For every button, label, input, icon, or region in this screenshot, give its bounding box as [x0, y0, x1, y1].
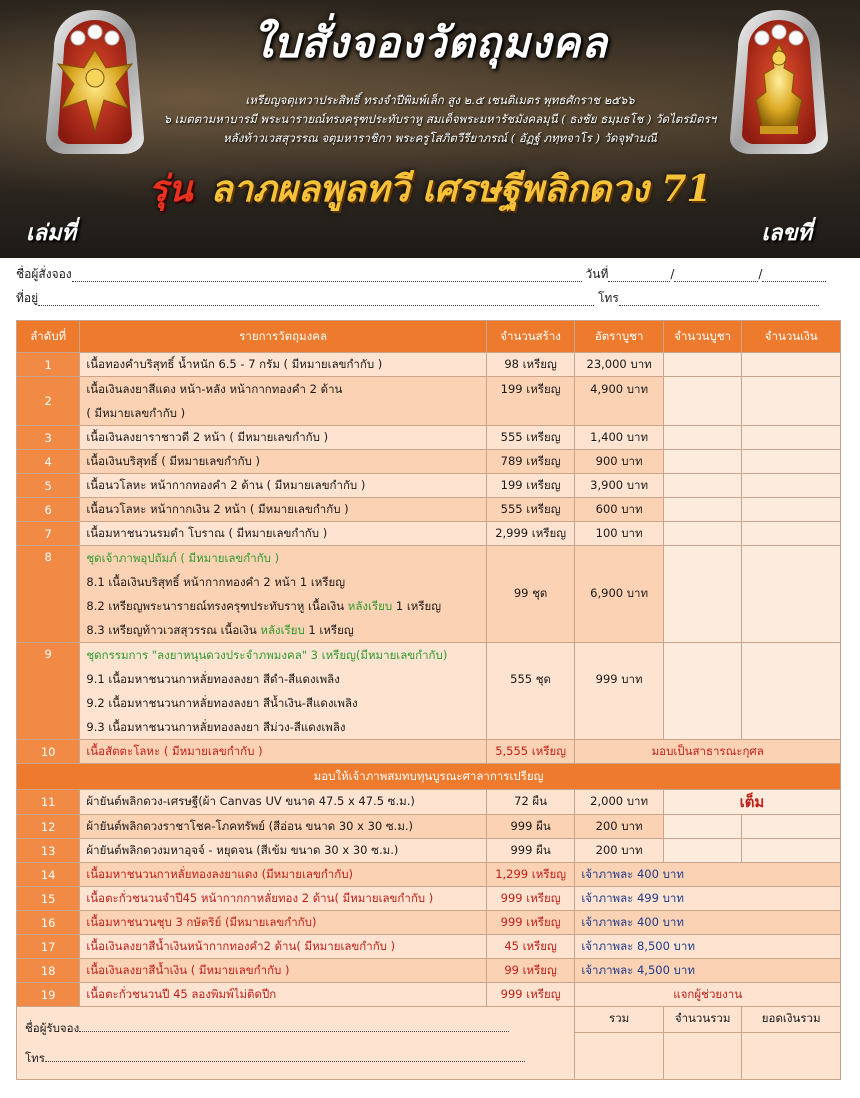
row-price: 4,900 บาท [575, 377, 664, 426]
date-label: วันที่ [585, 267, 609, 281]
address-field[interactable] [38, 292, 594, 306]
row-amount-input[interactable] [742, 643, 841, 740]
row-item: เนื้อเงินลงยาราชาวดี 2 หน้า ( มีหมายเลขกำกับ ) [80, 426, 486, 450]
row-price: 600 บาท [575, 498, 664, 522]
table-row [17, 887, 841, 911]
set-title: ชุดกรรมการ "ลงยาหนุนดวงประจำภพมงคล" 3 เหรียญ(มีหมายเลขกำกับ) [86, 648, 448, 662]
row-qty: 45 เหรียญ [486, 935, 575, 959]
row-price: 100 บาท [575, 522, 664, 546]
row-qty: 789 เหรียญ [486, 450, 575, 474]
section-title: มอบให้เจ้าภาพสมทบทุนบูรณะศาลาการเปรียญ [17, 764, 841, 790]
series-name: ลาภผลพูลทวี เศรษฐีพลิกดวง 71 [210, 168, 712, 210]
row-price: 1,400 บาท [575, 426, 664, 450]
row-qty: 555 เหรียญ [486, 426, 575, 450]
orderer-label: ชื่อผู้สั่งจอง [16, 267, 72, 281]
date-separator-2: / [758, 267, 763, 281]
row-item: เนื้อทองคำบริสุทธิ์ น้ำหนัก 6.5 - 7 กรัม ( มีหมายเลขกำกับ ) [80, 353, 486, 377]
set-line-2-text-a: 8.2 เหรียญพระนารายณ์ทรงครุฑประทับราหู เนื้อเงิน [86, 599, 348, 613]
row-item: เนื้อเงินลงยาสีน้ำเงิน ( มีหมายเลขกำกับ ) [80, 959, 486, 983]
row-no: 4 [17, 450, 80, 474]
row-qty: 999 เหรียญ [486, 911, 575, 935]
row-book-qty-input[interactable] [663, 498, 741, 522]
form-number-label: เลขที่ [761, 220, 812, 246]
row-no: 16 [17, 911, 80, 935]
phone-field[interactable] [619, 292, 819, 306]
header-price: อัตราบูชา [575, 321, 664, 353]
date-year-field[interactable] [762, 268, 826, 282]
row-book-qty-input[interactable] [663, 353, 741, 377]
table-row [17, 522, 841, 546]
row-qty: 99 ชุด [486, 546, 575, 643]
row-no: 5 [17, 474, 80, 498]
row-amount-input[interactable] [742, 839, 841, 863]
row-amount-input[interactable] [742, 426, 841, 450]
table-row [17, 450, 841, 474]
row-price: 3,900 บาท [575, 474, 664, 498]
row-item: เนื้อสัตตะโลหะ ( มีหมายเลขกำกับ ) [80, 740, 486, 764]
row-qty: 999 ผืน [486, 839, 575, 863]
set-line-1: 8.1 เนื้อเงินบริสุทธิ์ หน้ากากทองคำ 2 หน้า 1 เหรียญ [86, 575, 346, 589]
order-form-title: ใบสั่งจองวัตถุมงคล [252, 18, 608, 67]
row-qty: 5,555 เหรียญ [486, 740, 575, 764]
table-row [17, 474, 841, 498]
row-no: 15 [17, 887, 80, 911]
row-book-qty-input[interactable] [663, 426, 741, 450]
table-row [17, 983, 841, 1007]
row-price: 6,900 บาท [575, 546, 664, 643]
row-qty: 98 เหรียญ [486, 353, 575, 377]
row-note: เจ้าภาพละ 400 บาท [575, 863, 841, 887]
row-book-qty-input[interactable] [663, 474, 741, 498]
order-table [16, 320, 841, 1080]
address-row [16, 286, 846, 310]
total-qty-input[interactable] [663, 1032, 741, 1079]
header-banner [0, 0, 860, 258]
row-no: 1 [17, 353, 80, 377]
row-amount-input[interactable] [742, 815, 841, 839]
row-book-qty-input[interactable] [663, 522, 741, 546]
table-row [17, 911, 841, 935]
row-book-qty-input[interactable] [663, 839, 741, 863]
row-price: 999 บาท [575, 643, 664, 740]
row-amount-input[interactable] [742, 522, 841, 546]
total-amount-label: ยอดเงินรวม [742, 1007, 841, 1033]
sold-out-stamp: เต็ม [663, 790, 840, 815]
set-line-3-text-b: 1 เหรียญ [304, 623, 354, 637]
row-item: เนื้อนวโลหะ หน้ากากเงิน 2 หน้า ( มีหมายเลขกำกับ ) [80, 498, 486, 522]
row-no: 13 [17, 839, 80, 863]
row-item [80, 643, 486, 740]
row-book-qty-input[interactable] [663, 815, 741, 839]
row-item: เนื้อมหาชนวนชุบ 3 กษัตริย์ (มีหมายเลขกำกับ) [80, 911, 486, 935]
orderer-field[interactable] [72, 268, 582, 282]
set-line-2-green: หลังเรียบ [347, 599, 393, 613]
table-row [17, 863, 841, 887]
set-line-3 [86, 618, 479, 642]
header-book-qty: จำนวนบูชา [663, 321, 741, 353]
row-qty: 99 เหรียญ [486, 959, 575, 983]
row-no: 18 [17, 959, 80, 983]
set-line-3-green: หลังเรียบ [260, 623, 305, 637]
row-item-line-1: เนื้อเงินลงยาสีแดง หน้า-หลัง หน้ากากทองคำ 2 ด้าน [86, 382, 343, 396]
receiver-row [25, 1013, 566, 1043]
table-row [17, 935, 841, 959]
total-input[interactable] [575, 1032, 664, 1079]
row-note: มอบเป็นสาธารณะกุศล [575, 740, 841, 764]
row-note: เจ้าภาพละ 8,500 บาท [575, 935, 841, 959]
row-item [80, 377, 486, 426]
orderer-info [16, 262, 846, 310]
row-no: 10 [17, 740, 80, 764]
row-item: เนื้อนวโลหะ หน้ากากทองคำ 2 ด้าน ( มีหมายเลขกำกับ ) [80, 474, 486, 498]
row-book-qty-input[interactable] [663, 450, 741, 474]
set-line-3: 9.3 เนื้อมหาชนวนกาหลั่ยทองลงยา สีม่วง-สีแดงเพลิง [86, 720, 346, 734]
row-book-qty-input[interactable] [663, 377, 741, 426]
row-note: แจกผู้ช่วยงาน [575, 983, 841, 1007]
row-amount-input[interactable] [742, 546, 841, 643]
table-row [17, 959, 841, 983]
table-row [17, 790, 841, 815]
row-amount-input[interactable] [742, 377, 841, 426]
receiver-phone-field[interactable] [45, 1050, 525, 1062]
row-amount-input[interactable] [742, 450, 841, 474]
row-price: 900 บาท [575, 450, 664, 474]
row-note: เจ้าภาพละ 4,500 บาท [575, 959, 841, 983]
row-no: 3 [17, 426, 80, 450]
table-row [17, 740, 841, 764]
row-note: เจ้าภาพละ 400 บาท [575, 911, 841, 935]
row-amount-input[interactable] [742, 498, 841, 522]
row-qty: 555 ชุด [486, 643, 575, 740]
address-label: ที่อยู่ [16, 291, 39, 305]
row-price: 200 บาท [575, 815, 664, 839]
receiver-label: ชื่อผู้รับจอง [25, 1021, 80, 1035]
row-item: ผ้ายันต์พลิกดวงราชาโชค-โภคทรัพย์ (สีอ่อน ขนาด 30 x 30 ซ.ม.) [80, 815, 486, 839]
row-qty: 199 เหรียญ [486, 474, 575, 498]
table-row [17, 377, 841, 426]
row-qty: 555 เหรียญ [486, 498, 575, 522]
header-no: ลำดับที่ [17, 321, 80, 353]
total-qty-label: จำนวนรวม [663, 1007, 741, 1033]
receiver-phone-row [25, 1043, 566, 1073]
subtitle-line-3: หลังท้าวเวสสุวรรณ จตุมหาราชิกา พระครูโสภิตวีรียาภรณ์ ( อัฏฐ์ ภทฺทจาโร ) วัดจุฬามณี [223, 131, 657, 145]
row-no: 14 [17, 863, 80, 887]
table-row [17, 839, 841, 863]
row-no: 11 [17, 790, 80, 815]
row-amount-input[interactable] [742, 474, 841, 498]
total-amount-input[interactable] [742, 1032, 841, 1079]
receiver-area [17, 1007, 575, 1080]
set-line-1: 9.1 เนื้อมหาชนวนกาหลั่ยทองลงยา สีดำ-สีแดงเพลิง [86, 672, 340, 686]
row-qty: 2,999 เหรียญ [486, 522, 575, 546]
row-no: 6 [17, 498, 80, 522]
row-no: 2 [17, 377, 80, 426]
row-price: 2,000 บาท [575, 790, 664, 815]
date-day-field[interactable] [608, 268, 670, 282]
set-line-2-text-b: 1 เหรียญ [392, 599, 442, 613]
set-line-2: 9.2 เนื้อมหาชนวนกาหลั่ยทองลงยา สีน้ำเงิน-สีแดงเพลิง [86, 696, 358, 710]
subtitle-line-1: เหรียญจตุเทวาประสิทธิ์ ทรงจำปีพิมพ์เล็ก สูง ๒.๕ เซนติเมตร พุทธศักราช ๒๕๖๖ [245, 93, 635, 107]
table-row [17, 815, 841, 839]
row-no: 12 [17, 815, 80, 839]
row-item: เนื้อตะกั่วชนวนจำปี45 หน้ากากกาหลั่ยทอง 2 ด้าน( มีหมายเลขกำกับ ) [80, 887, 486, 911]
row-amount-input[interactable] [742, 353, 841, 377]
book-number-label: เล่มที่ [26, 220, 77, 246]
orderer-row [16, 262, 846, 286]
series-prefix: รุ่น [148, 168, 193, 210]
row-qty: 72 ผืน [486, 790, 575, 815]
row-no: 19 [17, 983, 80, 1007]
row-note: เจ้าภาพละ 499 บาท [575, 887, 841, 911]
row-item: เนื้อเงินลงยาสีน้ำเงินหน้ากากทองคำ2 ด้าน( มีหมายเลขกำกับ ) [80, 935, 486, 959]
row-no: 9 [17, 643, 80, 740]
footer-header-row [17, 1007, 841, 1033]
row-no: 17 [17, 935, 80, 959]
phone-label: โทร [597, 291, 619, 305]
deity-amulet-image [720, 8, 838, 156]
set-line-3-text-a: 8.3 เหรียญท้าวเวสสุวรรณ เนื้อเงิน [86, 623, 261, 637]
total-label: รวม [575, 1007, 664, 1033]
header-qty: จำนวนสร้าง [486, 321, 575, 353]
table-header-row [17, 321, 841, 353]
row-item: เนื้อมหาชนวนรมดำ โบราณ ( มีหมายเลขกำกับ ) [80, 522, 486, 546]
row-book-qty-input[interactable] [663, 643, 741, 740]
receiver-phone-label: โทร [25, 1051, 45, 1065]
table-row [17, 498, 841, 522]
series-title [100, 160, 760, 217]
row-no: 7 [17, 522, 80, 546]
header-item: รายการวัตถุมงคล [80, 321, 486, 353]
table-row-set-sponsor [17, 546, 841, 643]
date-month-field[interactable] [674, 268, 758, 282]
table-row [17, 426, 841, 450]
receiver-field[interactable] [79, 1020, 509, 1032]
date-separator-1: / [670, 267, 675, 281]
row-no: 8 [17, 546, 80, 643]
set-line-2 [86, 594, 479, 618]
header-amount: จำนวนเงิน [742, 321, 841, 353]
row-item: เนื้อมหาชนวนกาหลั่ยทองลงยาแดง (มีหมายเลขกำกับ) [80, 863, 486, 887]
section-header-row [17, 764, 841, 790]
row-qty: 999 ผืน [486, 815, 575, 839]
row-qty: 1,299 เหรียญ [486, 863, 575, 887]
table-row [17, 353, 841, 377]
row-item [80, 546, 486, 643]
row-price: 23,000 บาท [575, 353, 664, 377]
row-item-line-2: ( มีหมายเลขกำกับ ) [86, 406, 186, 420]
set-title: ชุดเจ้าภาพอุปถัมภ์ ( มีหมายเลขกำกับ ) [86, 551, 280, 565]
table-row-set-committee [17, 643, 841, 740]
row-item: ผ้ายันต์พลิกดวงมหาอุจจ์ - หยุดจน (สีเข้ม ขนาด 30 x 30 ซ.ม.) [80, 839, 486, 863]
row-qty: 199 เหรียญ [486, 377, 575, 426]
row-item: ผ้ายันต์พลิกดวง-เศรษฐี(ผ้า Canvas UV ขนาด 47.5 x 47.5 ซ.ม.) [80, 790, 486, 815]
row-price: 200 บาท [575, 839, 664, 863]
row-qty: 999 เหรียญ [486, 887, 575, 911]
row-item: เนื้อตะกั่วชนวนปี 45 ลองพิมพ์ไม่ติดปีก [80, 983, 486, 1007]
row-book-qty-input[interactable] [663, 546, 741, 643]
subtitle-line-2: ๖ เมตตามหาบารมี พระนารายณ์ทรงครุฑประทับราหู สมเด็จพระมหารัชมังคลมุนี ( ธงชัย ธมฺมธโช ) วัดไตรมิตรฯ [163, 112, 717, 126]
row-qty: 999 เหรียญ [486, 983, 575, 1007]
row-item: เนื้อเงินบริสุทธิ์ ( มีหมายเลขกำกับ ) [80, 450, 486, 474]
